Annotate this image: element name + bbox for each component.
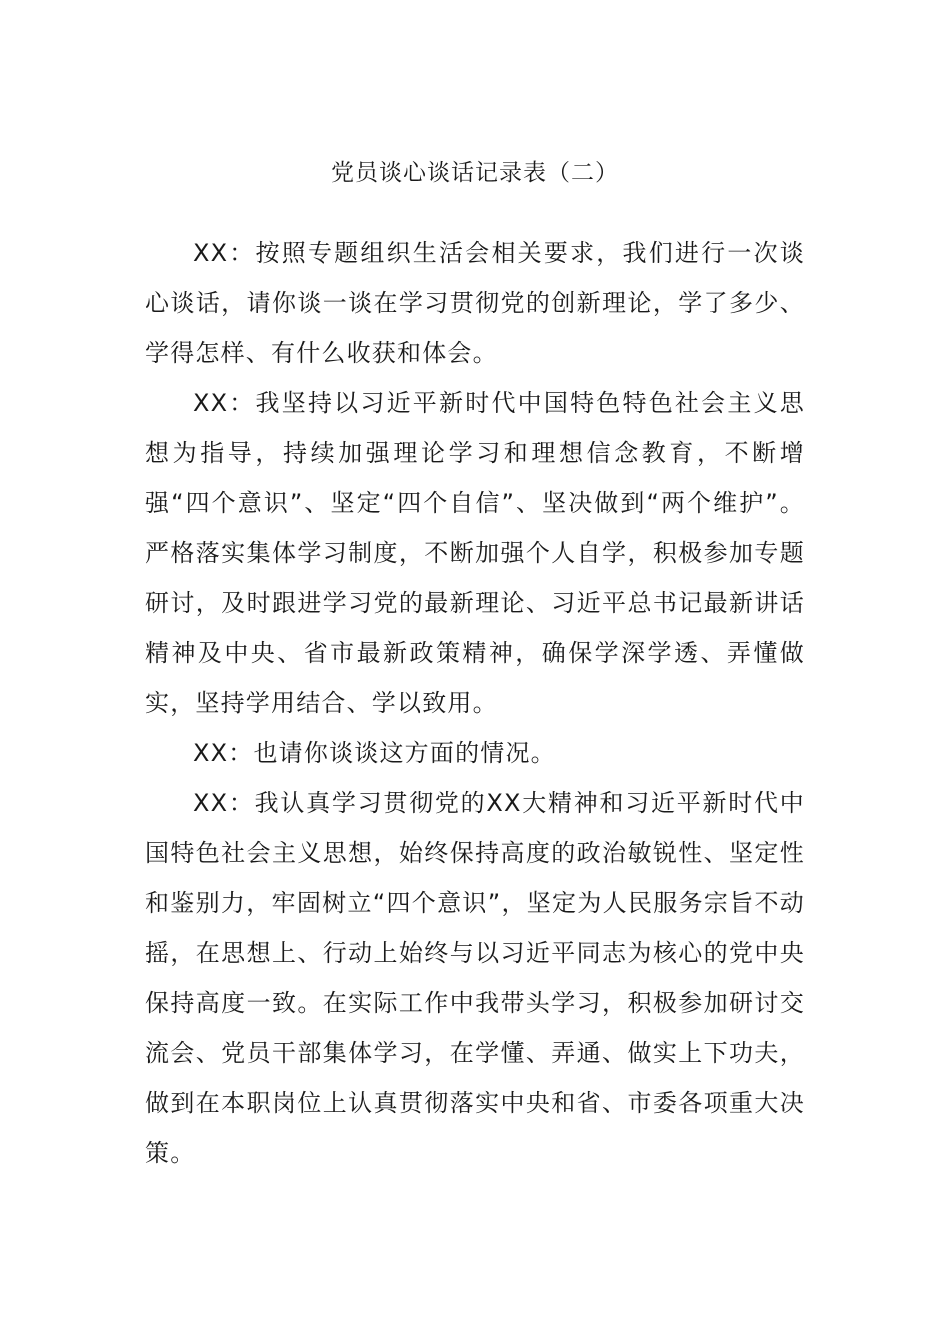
paragraph-request: XX：按照专题组织生活会相关要求，我们进行一次谈心谈话，请你谈一谈在学习贯彻党的创新理论，学了多少、学得怎样、有什么收获和体会。 [145, 239, 805, 367]
paragraph-response-2: XX：我认真学习贯彻党的XX大精神和习近平新时代中国特色社会主义思想，始终保持高度的政治敏锐性、坚定性和鉴别力，牢固树立“四个意识”，坚定为人民服务宗旨不动摇，在思想上、行动上始终与以习近平同志为核心的党中央保持高度一致。在实际工作中我带头学习，积极参加研讨交流会、党员干部集体学习，在学懂、弄通、做实上下功夫，做到在本职岗位上认真贯彻落实中央和省、市委各项重大决策。 [145, 789, 805, 1167]
paragraph-response-1: XX：我坚持以习近平新时代中国特色特色社会主义思想为指导，持续加强理论学习和理想信念教育，不断增强“四个意识”、坚定“四个自信”、坚决做到“两个维护”。严格落实集体学习制度，不断加强个人自学，积极参加专题研讨，及时跟进学习党的最新理论、习近平总书记最新讲话精神及中央、省市最新政策精神，确保学深学透、弄懂做实，坚持学用结合、学以致用。 [145, 389, 805, 717]
document-body [145, 228, 805, 1178]
document-title: 党员谈心谈话记录表（二） [331, 160, 619, 186]
paragraph-request-2: XX：也请你谈谈这方面的情况。 [193, 739, 556, 767]
